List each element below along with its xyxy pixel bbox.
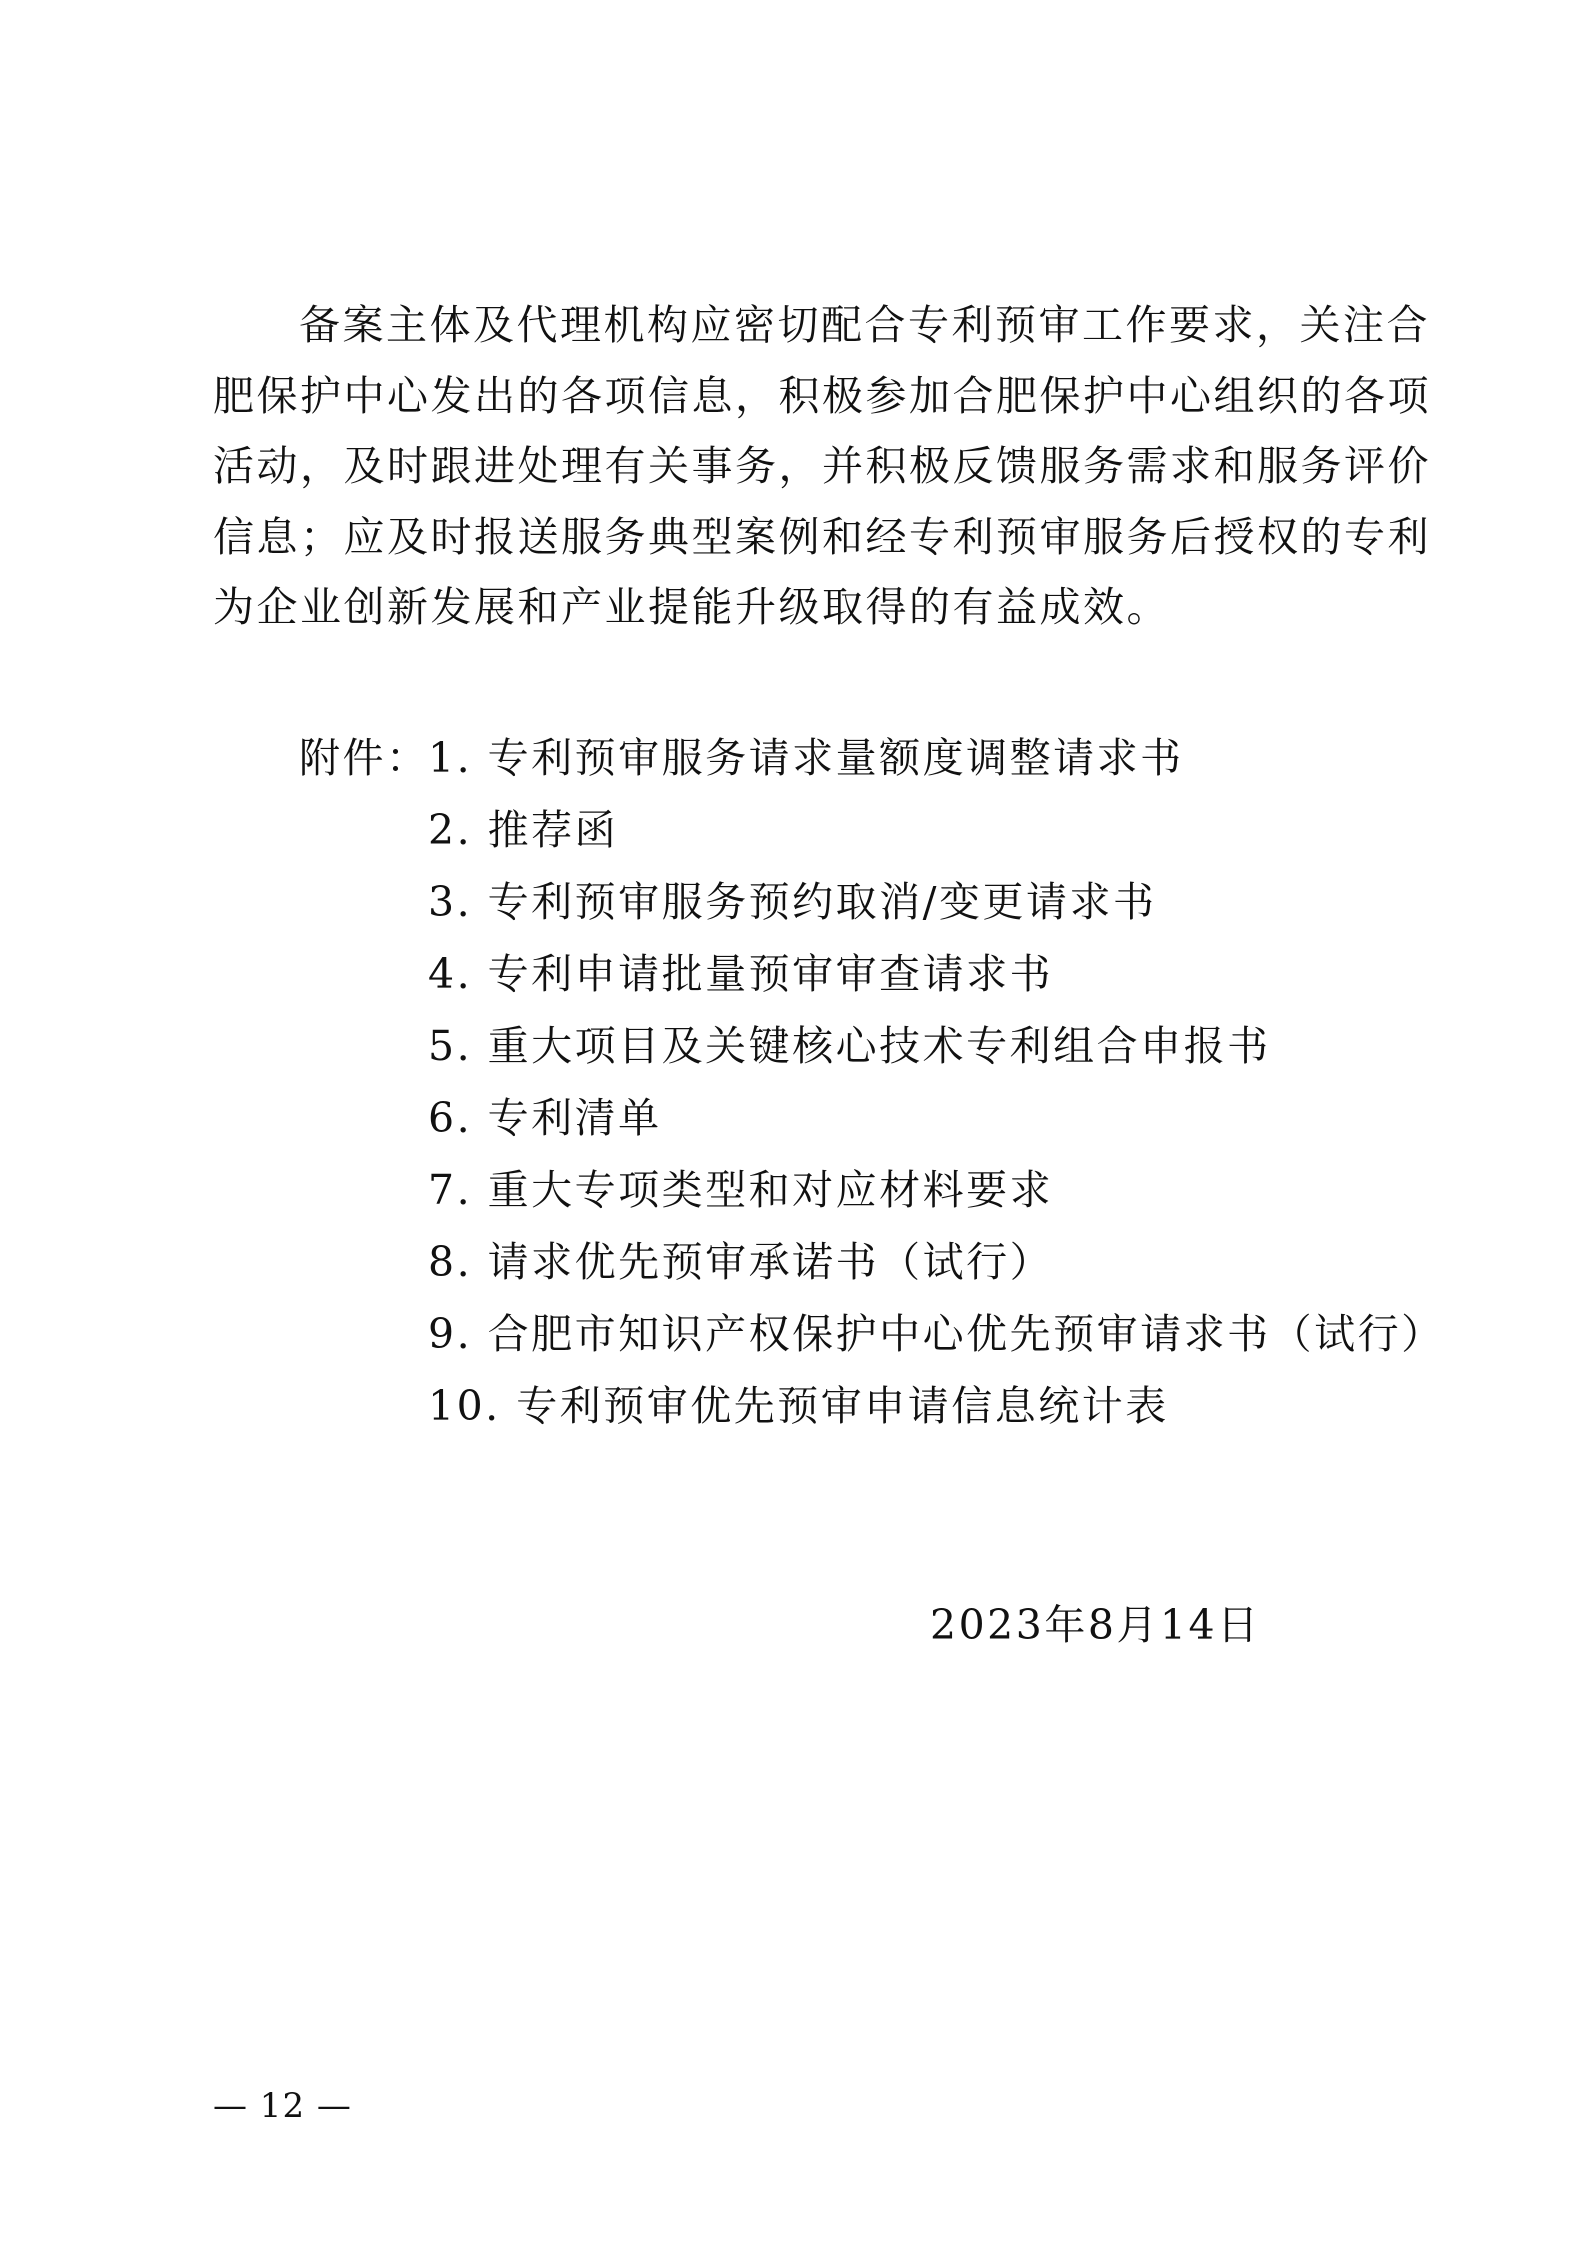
attachment-item: 6. 专利清单 [428, 1094, 662, 1142]
attachments-list [428, 722, 1445, 1442]
attachment-item: 10. 专利预审优先预审申请信息统计表 [428, 1382, 1169, 1430]
attachment-item: 7. 重大专项类型和对应材料要求 [428, 1166, 1054, 1214]
paragraph-line: 活动，及时跟进处理有关事务，并积极反馈服务需求和服务评价 [213, 442, 1431, 490]
paragraph-line: 信息；应及时报送服务典型案例和经专利预审服务后授权的专利 [213, 512, 1431, 561]
attachment-item: 2. 推荐函 [428, 806, 619, 854]
attachment-item: 9. 合肥市知识产权保护中心优先预审请求书（试行） [428, 1310, 1445, 1358]
attachment-item: 3. 专利预审服务预约取消/变更请求书 [428, 878, 1157, 926]
attachment-item: 4. 专利申请批量预审审查请求书 [428, 950, 1054, 998]
paragraph-line: 备案主体及代理机构应密切配合专利预审工作要求，关注合 [299, 301, 1430, 349]
attachments-label: 附件： [299, 734, 430, 782]
attachment-item: 5. 重大项目及关键核心技术专利组合申报书 [428, 1022, 1271, 1070]
body-paragraph [213, 290, 1431, 643]
paragraph-line: 为企业创新发展和产业提能升级取得的有益成效。 [213, 583, 1170, 631]
paragraph-line: 肥保护中心发出的各项信息，积极参加合肥保护中心组织的各项 [213, 371, 1431, 420]
attachment-item: 1. 专利预审服务请求量额度调整请求书 [428, 734, 1184, 782]
attachment-item: 8. 请求优先预审承诺书（试行） [428, 1238, 1054, 1286]
page-number: — 12 — [213, 2086, 352, 2126]
document-date: 2023年8月14日 [930, 1601, 1261, 1649]
